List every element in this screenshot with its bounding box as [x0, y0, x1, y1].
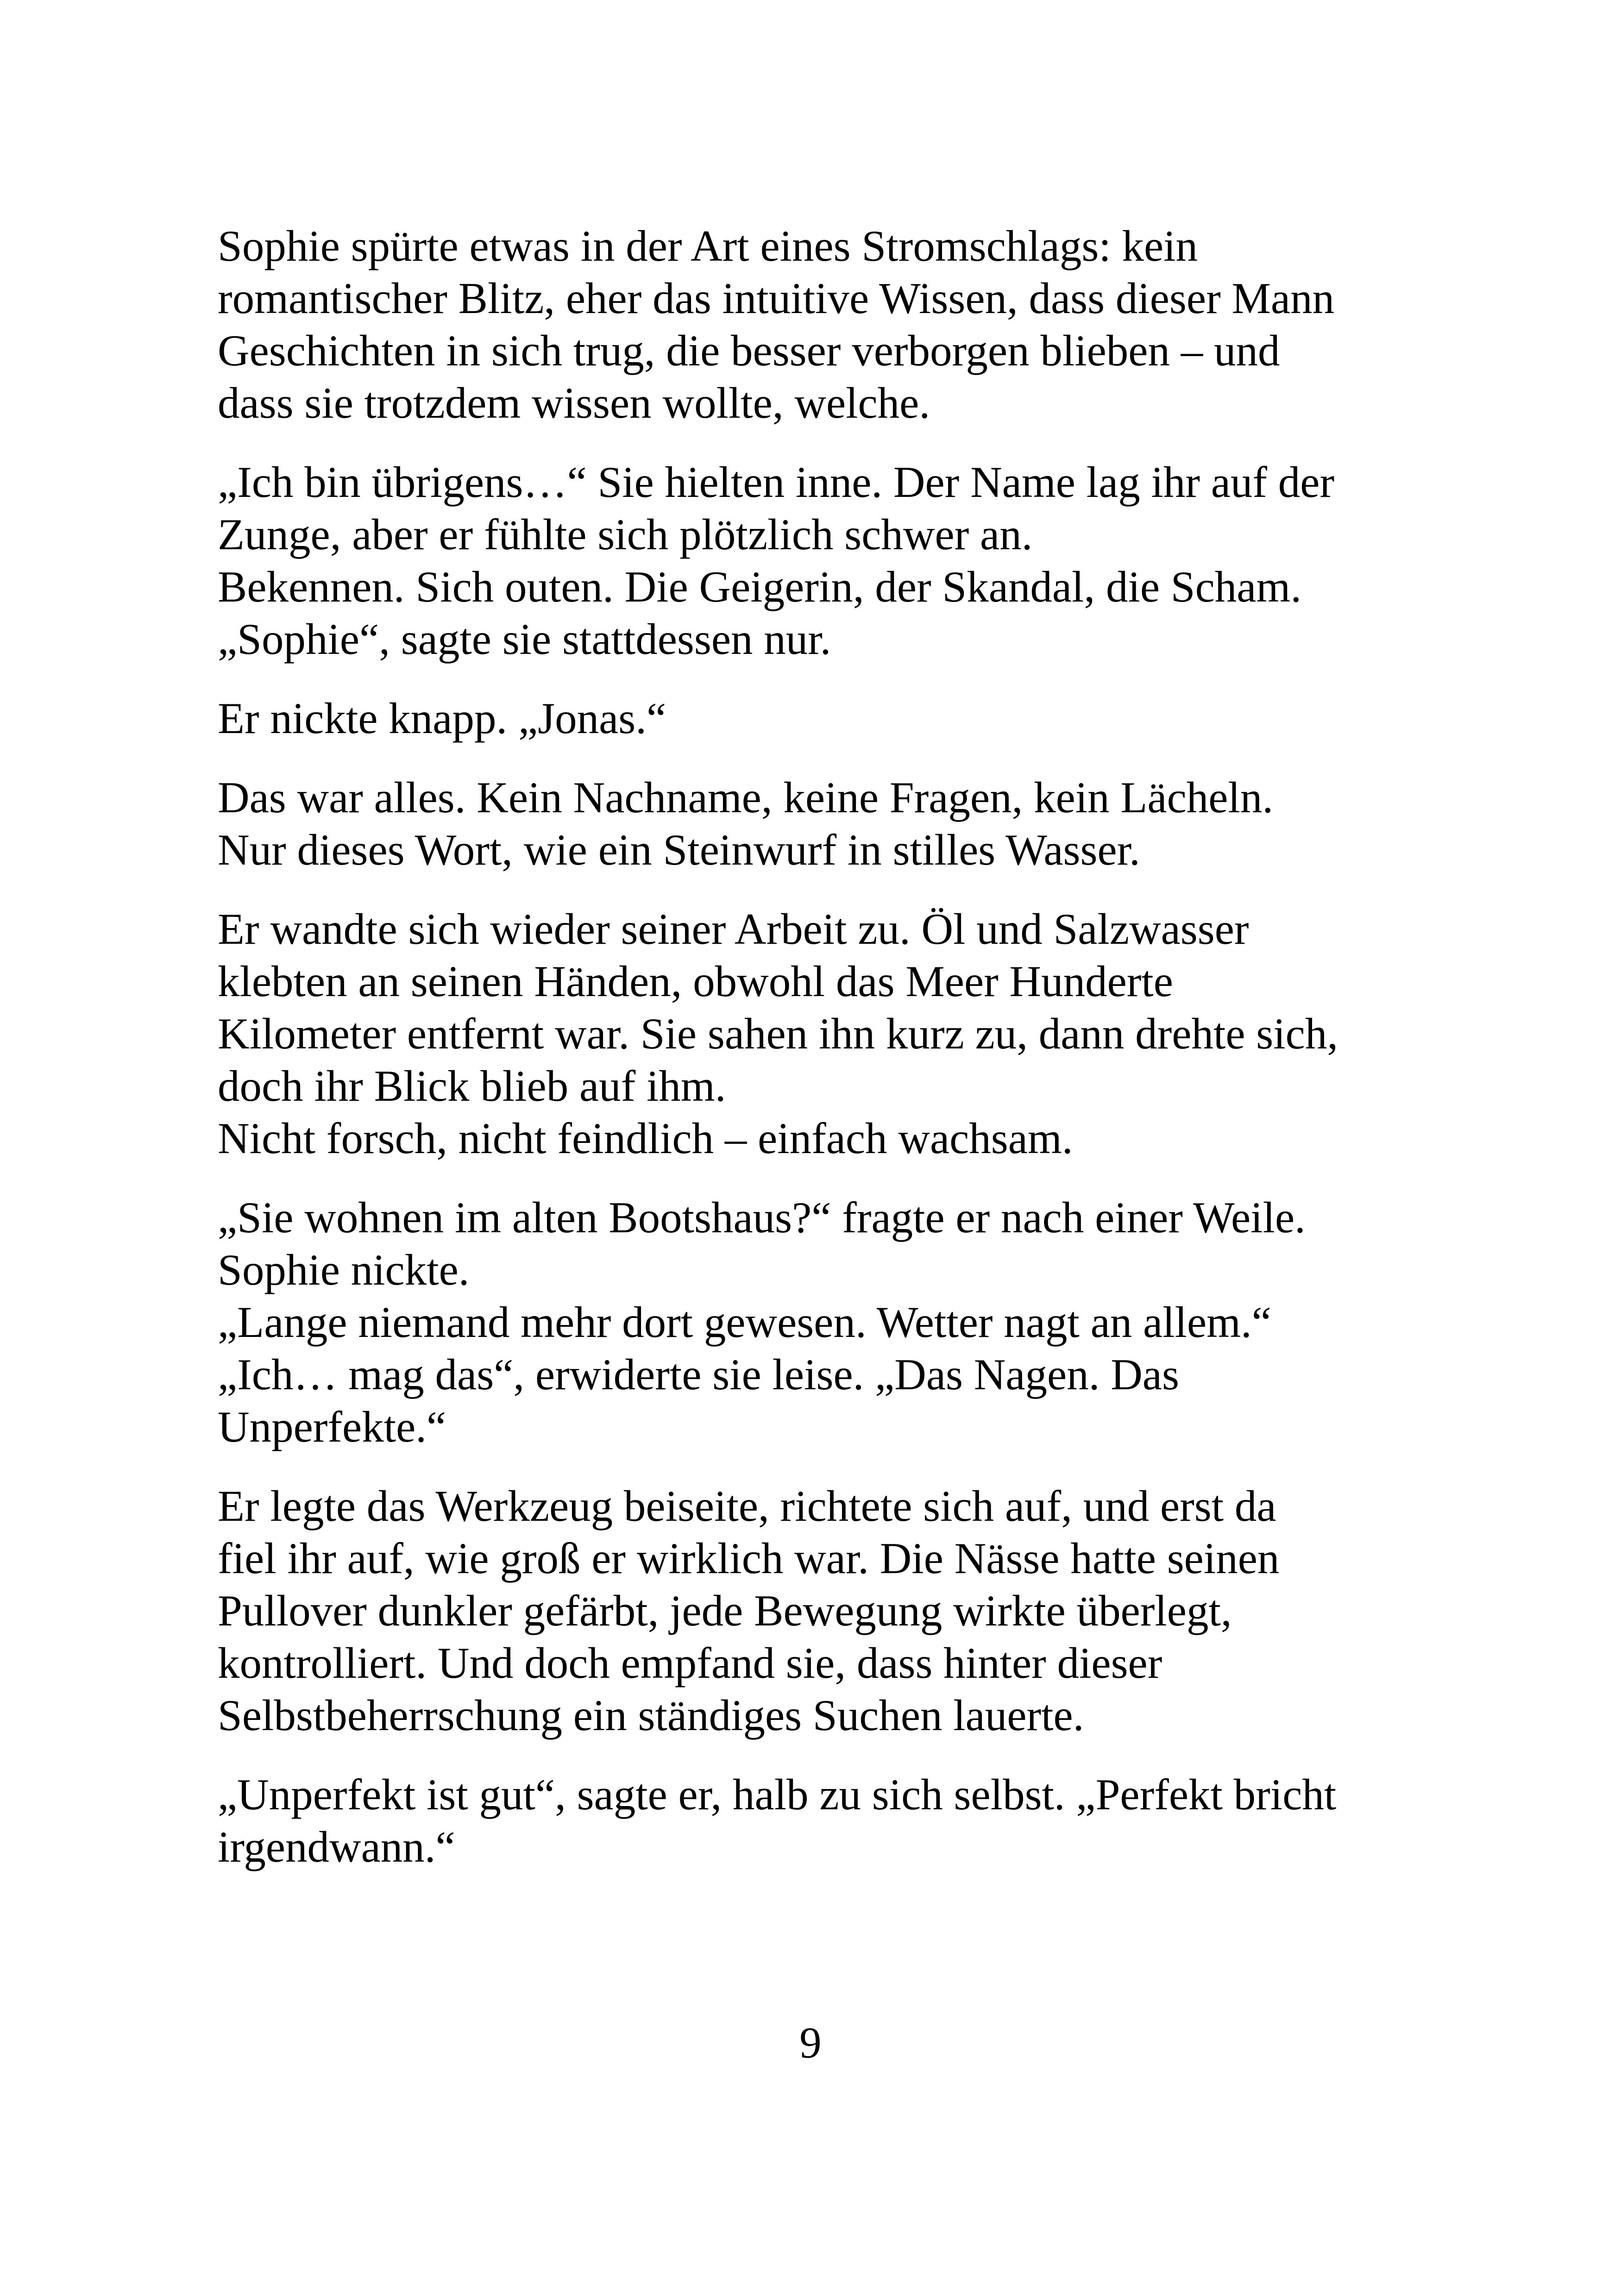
paragraph-gap	[218, 665, 1431, 692]
text-line: Das war alles. Kein Nachname, keine Fragen, kein Lächeln.	[218, 773, 1274, 822]
paragraph-gap	[218, 1165, 1431, 1192]
text-line: „Lange niemand mehr dort gewesen. Wetter nagt an allem.“	[218, 1298, 1271, 1347]
paragraph	[218, 692, 1431, 745]
text-line: fiel ihr auf, wie groß er wirklich war. Die Nässe hatte seinen	[218, 1534, 1280, 1583]
text-line: Er wandte sich wieder seiner Arbeit zu. Öl und Salzwasser	[218, 904, 1249, 954]
text-line: Pullover dunkler gefärbt, jede Bewegung wirkte überlegt,	[218, 1586, 1232, 1635]
text-line: „Ich bin übrigens…“ Sie hielten inne. Der Name lag ihr auf der	[218, 458, 1335, 507]
paragraph-gap	[218, 1742, 1431, 1769]
text-line: irgendwann.“	[218, 1822, 455, 1871]
text-line: dass sie trotzdem wissen wollte, welche.	[218, 378, 930, 427]
text-line: Er nickte knapp. „Jonas.“	[218, 694, 666, 743]
paragraph	[218, 903, 1431, 1165]
page-body-text	[218, 220, 1431, 1873]
text-line: Bekennen. Sich outen. Die Geigerin, der Skandal, die Scham.	[218, 562, 1302, 611]
paragraph-gap	[218, 429, 1431, 456]
text-line: Er legte das Werkzeug beiseite, richtete sich auf, und erst da	[218, 1481, 1276, 1531]
paragraph	[218, 220, 1431, 429]
text-line: klebten an seinen Händen, obwohl das Meer Hunderte	[218, 957, 1173, 1006]
text-line: Selbstbeherrschung ein ständiges Suchen lauerte.	[218, 1691, 1084, 1740]
text-line: „Sie wohnen im alten Bootshaus?“ fragte er nach einer Weile.	[218, 1193, 1306, 1242]
text-line: Unperfekte.“	[218, 1402, 446, 1451]
paragraph	[218, 456, 1431, 665]
paragraph	[218, 1480, 1431, 1742]
text-line: „Ich… mag das“, erwiderte sie leise. „Das Nagen. Das	[218, 1350, 1179, 1399]
text-line: Geschichten in sich trug, die besser verborgen blieben – und	[218, 326, 1280, 375]
text-line: kontrolliert. Und doch empfand sie, dass hinter dieser	[218, 1638, 1162, 1687]
text-line: Nur dieses Wort, wie ein Steinwurf in stilles Wasser.	[218, 825, 1140, 874]
paragraph-gap	[218, 876, 1431, 903]
paragraph-gap	[218, 1453, 1431, 1480]
page-number: 9	[799, 2018, 822, 2067]
paragraph-gap	[218, 745, 1431, 772]
text-line: doch ihr Blick blieb auf ihm.	[218, 1061, 726, 1110]
text-line: „Sophie“, sagte sie stattdessen nur.	[218, 615, 831, 664]
text-line: Nicht forsch, nicht feindlich – einfach wachsam.	[218, 1114, 1073, 1163]
paragraph	[218, 1769, 1431, 1873]
text-line: Zunge, aber er fühlte sich plötzlich schwer an.	[218, 510, 1033, 559]
paragraph	[218, 1192, 1431, 1453]
text-line: romantischer Blitz, eher das intuitive Wissen, dass dieser Mann	[218, 274, 1335, 323]
text-line: Sophie spürte etwas in der Art eines Stromschlags: kein	[218, 221, 1198, 270]
paragraph	[218, 772, 1431, 876]
text-line: Kilometer entfernt war. Sie sahen ihn kurz zu, dann drehte sich,	[218, 1009, 1338, 1058]
text-line: Sophie nickte.	[218, 1245, 470, 1294]
text-line: „Unperfekt ist gut“, sagte er, halb zu sich selbst. „Perfekt bricht	[218, 1770, 1337, 1819]
